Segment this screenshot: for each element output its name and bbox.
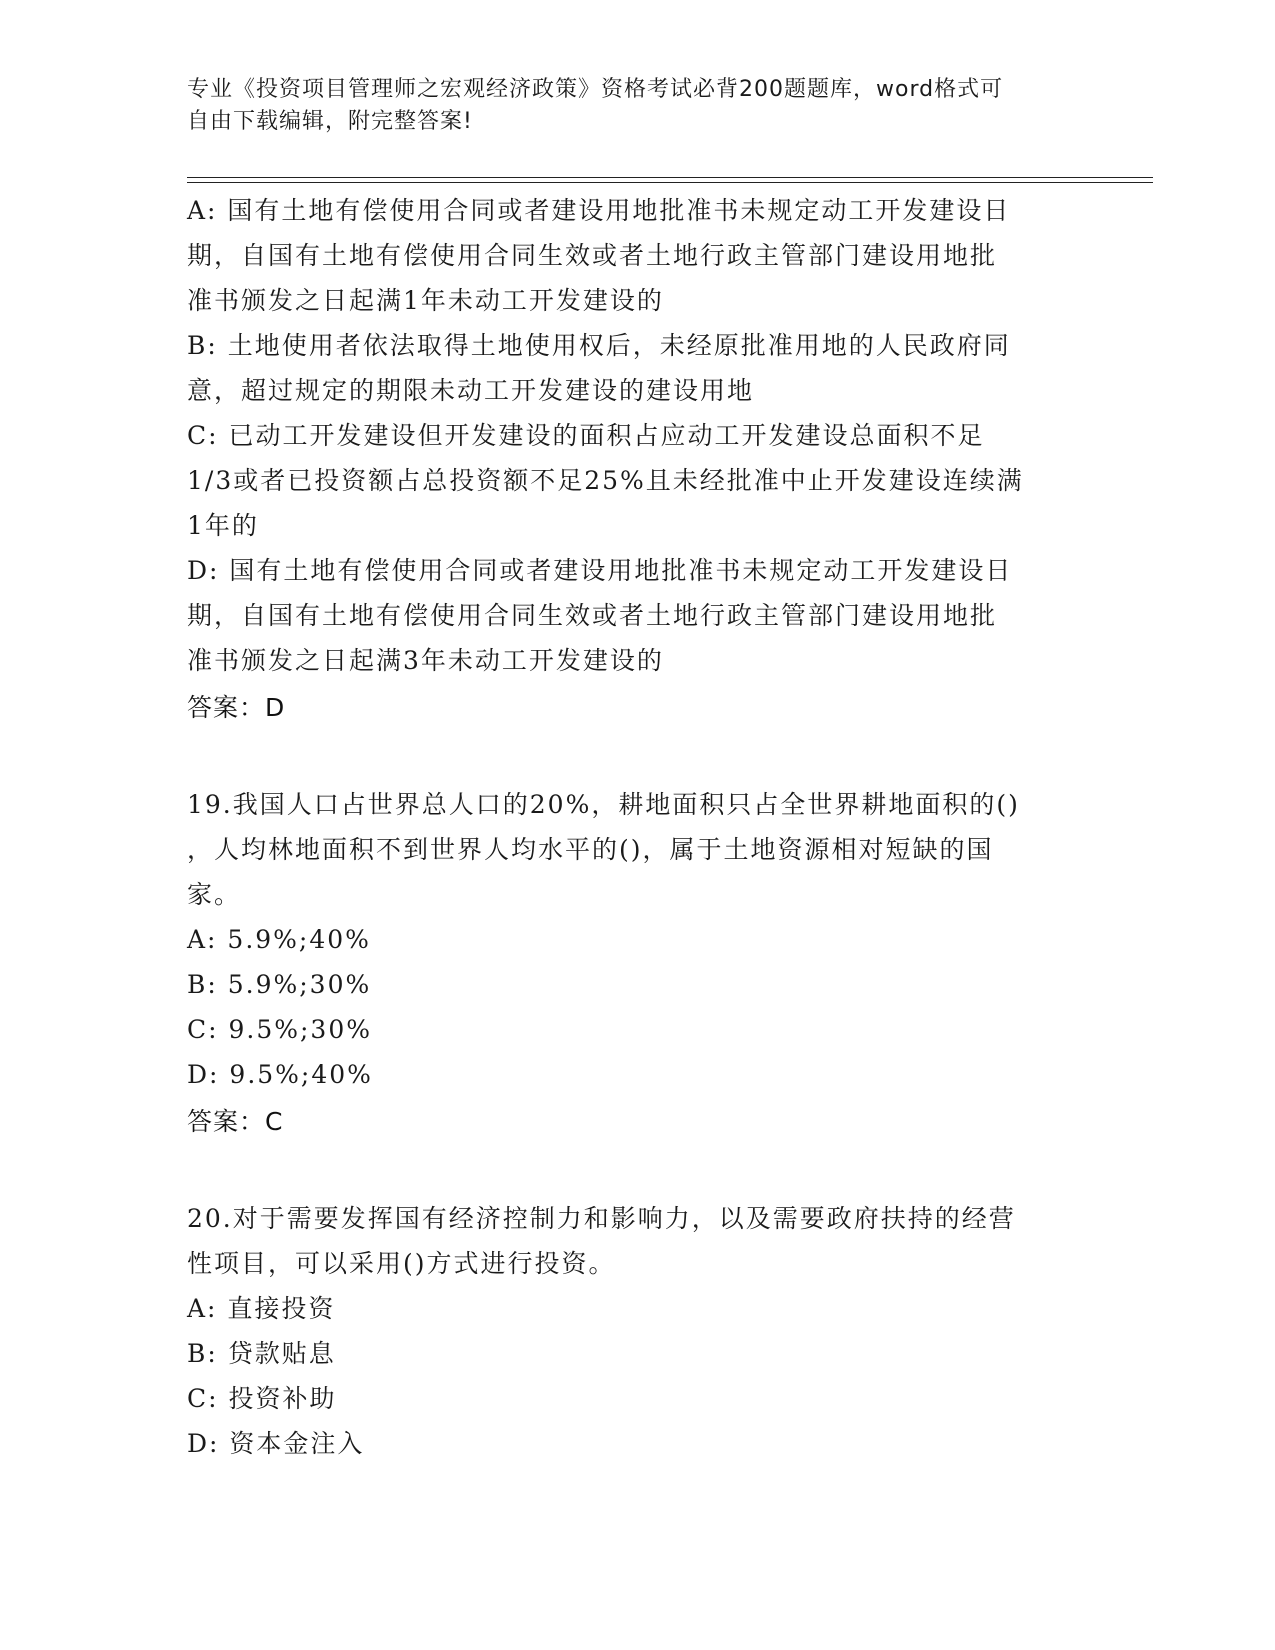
option-line: 期，自国有土地有偿使用合同生效或者土地行政主管部门建设用地批 — [187, 241, 998, 270]
question-gap — [187, 730, 1067, 782]
header-rule-top — [187, 177, 1153, 178]
question-line: 19.我国人口占世界总人口的20%，耕地面积只占全世界耕地面积的() — [187, 790, 1020, 819]
question-gap — [187, 1144, 1067, 1196]
option-line: 期，自国有土地有偿使用合同生效或者土地行政主管部门建设用地批 — [187, 601, 998, 630]
q20-option-a: A: 直接投资 — [187, 1294, 336, 1323]
question-line: 性项目，可以采用()方式进行投资。 — [187, 1249, 616, 1278]
question-line: 20.对于需要发挥国有经济控制力和影响力，以及需要政府扶持的经营 — [187, 1204, 1016, 1233]
q19-option-b: B: 5.9%;30% — [187, 970, 372, 999]
q20-option-d: D: 资本金注入 — [187, 1429, 365, 1458]
option-line: B: 土地使用者依法取得土地使用权后，未经原批准用地的人民政府同 — [187, 331, 1011, 360]
option-line: C: 已动工开发建设但开发建设的面积占应动工开发建设总面积不足 — [187, 421, 985, 450]
q19-option-d: D: 9.5%;40% — [187, 1060, 373, 1089]
q19-option-a: A: 5.9%;40% — [187, 925, 371, 954]
option-line: 意，超过规定的期限未动工开发建设的建设用地 — [187, 376, 755, 405]
q19-question — [187, 782, 1067, 917]
q18-option-a — [187, 188, 1067, 323]
option-line: 1/3或者已投资额占总投资额不足25%且未经批准中止开发建设连续满 — [187, 466, 1024, 495]
document-header — [187, 74, 1067, 138]
q19-answer: 答案：C — [187, 1107, 284, 1136]
option-line: A: 国有土地有偿使用合同或者建设用地批准书未规定动工开发建设日 — [187, 196, 1011, 225]
question-content — [187, 188, 1067, 1466]
q19-option-c: C: 9.5%;30% — [187, 1015, 373, 1044]
question-line: ，人均林地面积不到世界人均水平的()，属于土地资源相对短缺的国 — [187, 835, 994, 864]
q18-option-d — [187, 548, 1067, 683]
question-line: 家。 — [187, 880, 242, 909]
option-line: 1年的 — [187, 511, 259, 540]
q20-option-c: C: 投资补助 — [187, 1384, 337, 1413]
header-line-2: 自由下载编辑，附完整答案! — [187, 109, 473, 134]
option-line: D: 国有土地有偿使用合同或者建设用地批准书未规定动工开发建设日 — [187, 556, 1013, 585]
q18-option-b — [187, 323, 1067, 413]
option-line: 准书颁发之日起满1年未动工开发建设的 — [187, 286, 664, 315]
q18-option-c — [187, 413, 1067, 548]
option-line: 准书颁发之日起满3年未动工开发建设的 — [187, 646, 664, 675]
q18-answer: 答案：D — [187, 693, 286, 722]
q20-option-b: B: 贷款贴息 — [187, 1339, 336, 1368]
header-rule-bottom — [187, 182, 1153, 183]
q20-question — [187, 1196, 1067, 1286]
header-line-1: 专业《投资项目管理师之宏观经济政策》资格考试必背200题题库，word格式可 — [187, 77, 1004, 102]
